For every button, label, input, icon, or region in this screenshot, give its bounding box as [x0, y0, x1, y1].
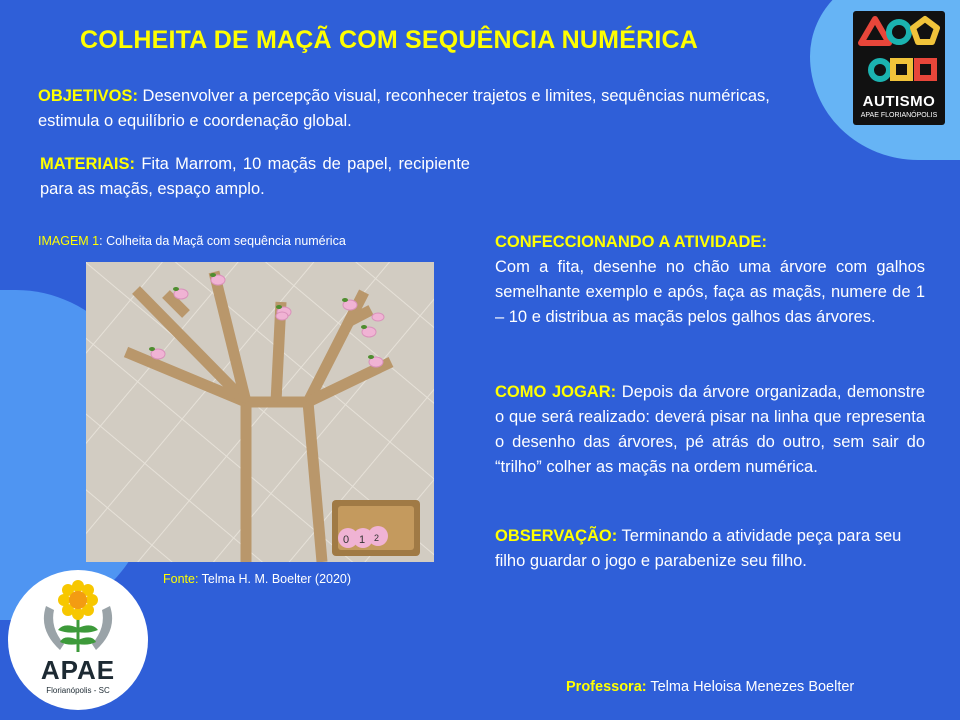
confeccionando-label: CONFECCIONANDO A ATIVIDADE: [495, 233, 767, 251]
autismo-shapes-icon [853, 11, 945, 93]
materiais-paragraph [40, 152, 470, 202]
basket-label-0: 0 [343, 534, 350, 546]
autismo-logo [853, 11, 945, 125]
activity-photo [86, 262, 434, 562]
basket-label-2: 2 [374, 533, 380, 543]
professora-name: Telma Heloisa Menezes Boelter [646, 679, 855, 695]
objetivos-label: OBJETIVOS: [38, 87, 138, 105]
materiais-text: Fita Marrom, 10 maçãs de papel, recipiente para as maçãs, espaço amplo. [40, 155, 470, 198]
como-jogar-paragraph [495, 380, 925, 480]
image-caption-label: IMAGEM 1 [38, 234, 100, 248]
observacao-label: OBSERVAÇÃO: [495, 527, 618, 545]
como-jogar-label: COMO JOGAR: [495, 383, 617, 401]
materiais-label: MATERIAIS: [40, 155, 136, 173]
apae-logo-title: APAE [40, 655, 116, 685]
image-source [163, 572, 351, 586]
basket-label-1: 1 [359, 534, 366, 546]
apae-logo-subtitle: Florianópolis - SC [46, 686, 110, 695]
apae-logo [8, 570, 148, 710]
objetivos-paragraph [38, 84, 798, 134]
tree-tape-illustration [86, 262, 434, 562]
image-source-label: Fonte: [163, 572, 199, 586]
observacao-text: Terminando a atividade peça para seu filho guardar o jogo e parabenize seu filho. [495, 527, 902, 570]
confeccionando-paragraph [495, 230, 925, 330]
autismo-logo-subtitle: APAE FLORIANÓPOLIS [860, 112, 938, 119]
autismo-logo-title: AUTISMO [862, 93, 936, 110]
image-caption-text: : Colheita da Maçã com sequência numérica [99, 234, 346, 248]
como-jogar-text: Depois da árvore organizada, demonstre o que será realizado: deverá pisar na linha que representa o desenho das árvores, pé atrás do outro, sem sair do “trilho” colher as maçãs na ordem numérica. [495, 383, 925, 476]
apae-flower-icon [8, 570, 148, 660]
professora-credit [566, 679, 854, 695]
image-source-text: Telma H. M. Boelter (2020) [198, 572, 352, 586]
confeccionando-text: Com a fita, desenhe no chão uma árvore com galhos semelhante exemplo e após, faça as maçãs, numere de 1 – 10 e distribua as maçãs pelos galhos das árvores. [495, 258, 925, 326]
professora-label: Professora: [566, 679, 647, 695]
observacao-paragraph [495, 524, 925, 574]
objetivos-text: Desenvolver a percepção visual, reconhecer trajetos e limites, sequências numéricas, estimula o equilíbrio e coordenação global. [38, 87, 770, 130]
image-caption [38, 234, 346, 248]
page-title: COLHEITA DE MAÇÃ COM SEQUÊNCIA NUMÉRICA [80, 26, 698, 54]
